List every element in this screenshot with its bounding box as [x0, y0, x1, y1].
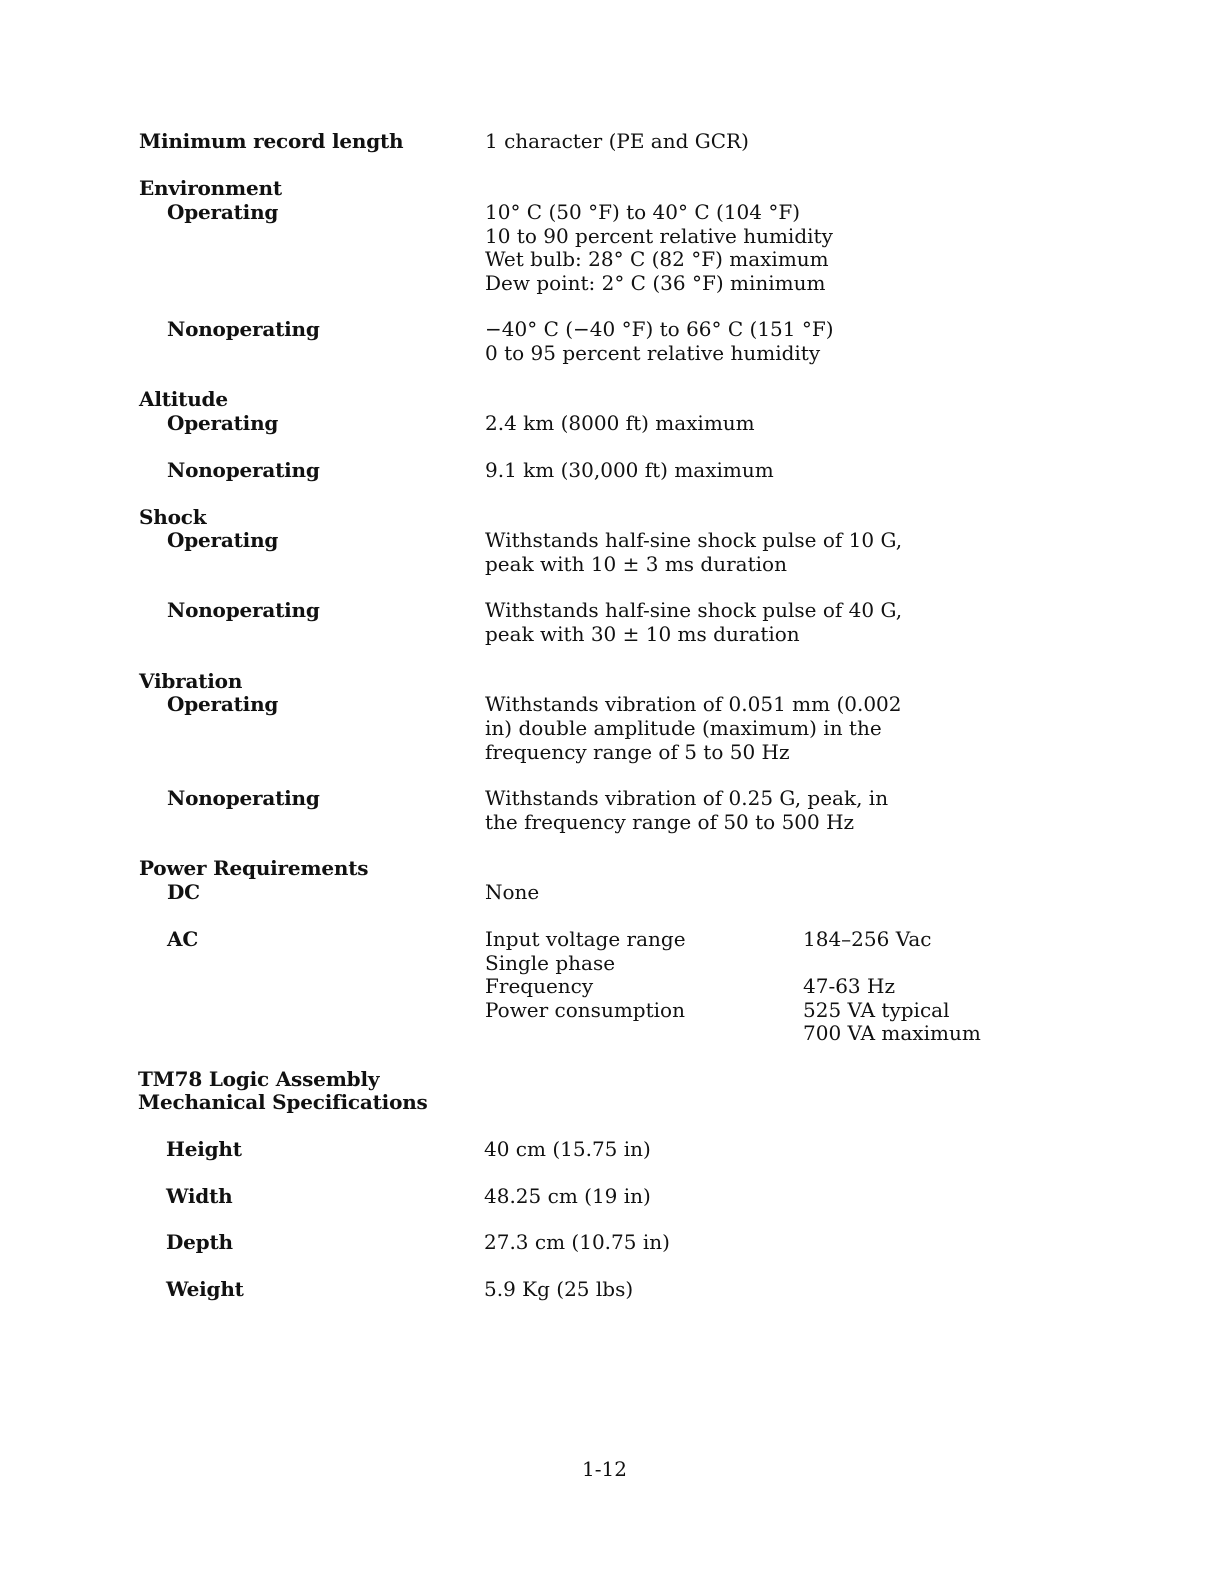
shock-operating-line-2: peak with 10 ± 3 ms duration: [485, 552, 787, 576]
altitude-operating-label: Operating: [167, 411, 279, 435]
power-ac-label: AC: [167, 927, 199, 951]
environment-operating-line-2: 10 to 90 percent relative humidity: [485, 224, 833, 248]
mechanical-depth-label: Depth: [166, 1230, 233, 1254]
vibration-operating-line-3: frequency range of 5 to 50 Hz: [485, 740, 790, 764]
mechanical-weight-value: 5.9 Kg (25 lbs): [484, 1277, 634, 1301]
vibration-operating-line-2: in) double amplitude (maximum) in the: [485, 716, 882, 740]
mechanical-width-label: Width: [166, 1184, 233, 1208]
mechanical-heading-line-1: TM78 Logic Assembly: [138, 1067, 380, 1091]
environment-operating-label: Operating: [167, 200, 279, 224]
mechanical-width-value: 48.25 cm (19 in): [484, 1184, 651, 1208]
power-ac-value-maximum: 700 VA maximum: [803, 1021, 981, 1045]
shock-operating-label: Operating: [167, 528, 279, 552]
shock-nonoperating-line-2: peak with 30 ± 10 ms duration: [485, 622, 800, 646]
mechanical-depth-value: 27.3 cm (10.75 in): [484, 1230, 670, 1254]
vibration-operating-line-1: Withstands vibration of 0.051 mm (0.002: [485, 692, 902, 716]
environment-heading: Environment: [139, 176, 282, 200]
environment-nonoperating-label: Nonoperating: [167, 317, 320, 341]
shock-operating-line-1: Withstands half-sine shock pulse of 10 G,: [485, 528, 903, 552]
min-record-length-label: Minimum record length: [139, 129, 404, 153]
altitude-nonoperating-label: Nonoperating: [167, 458, 320, 482]
power-ac-item-power-consumption: Power consumption: [485, 998, 685, 1022]
power-dc-label: DC: [167, 880, 200, 904]
power-heading: Power Requirements: [139, 856, 369, 880]
power-ac-value-typical: 525 VA typical: [803, 998, 950, 1022]
page-number: 1-12: [582, 1457, 627, 1481]
vibration-nonoperating-line-2: the frequency range of 50 to 500 Hz: [485, 810, 855, 834]
mechanical-height-value: 40 cm (15.75 in): [484, 1137, 651, 1161]
mechanical-weight-label: Weight: [166, 1277, 244, 1301]
altitude-nonoperating-value: 9.1 km (30,000 ft) maximum: [485, 458, 774, 482]
altitude-heading: Altitude: [139, 387, 228, 411]
vibration-heading: Vibration: [139, 669, 243, 693]
environment-operating-line-1: 10° C (50 °F) to 40° C (104 °F): [485, 200, 801, 224]
environment-nonoperating-line-2: 0 to 95 percent relative humidity: [485, 341, 821, 365]
environment-operating-line-3: Wet bulb: 28° C (82 °F) maximum: [485, 247, 829, 271]
altitude-operating-value: 2.4 km (8000 ft) maximum: [485, 411, 755, 435]
environment-nonoperating-line-1: −40° C (−40 °F) to 66° C (151 °F): [485, 317, 834, 341]
vibration-operating-label: Operating: [167, 692, 279, 716]
power-dc-value: None: [485, 880, 540, 904]
power-ac-value-frequency: 47-63 Hz: [803, 974, 895, 998]
power-ac-item-single-phase: Single phase: [485, 951, 616, 975]
vibration-nonoperating-label: Nonoperating: [167, 786, 320, 810]
mechanical-height-label: Height: [166, 1137, 242, 1161]
vibration-nonoperating-line-1: Withstands vibration of 0.25 G, peak, in: [485, 786, 889, 810]
power-ac-value-voltage: 184–256 Vac: [803, 927, 932, 951]
shock-nonoperating-line-1: Withstands half-sine shock pulse of 40 G,: [485, 598, 903, 622]
power-ac-item-input-voltage: Input voltage range: [485, 927, 686, 951]
mechanical-heading-line-2: Mechanical Specifications: [138, 1090, 428, 1114]
power-ac-item-frequency: Frequency: [485, 974, 594, 998]
min-record-length-value: 1 character (PE and GCR): [485, 129, 749, 153]
environment-operating-line-4: Dew point: 2° C (36 °F) minimum: [485, 271, 826, 295]
shock-heading: Shock: [139, 505, 207, 529]
shock-nonoperating-label: Nonoperating: [167, 598, 320, 622]
